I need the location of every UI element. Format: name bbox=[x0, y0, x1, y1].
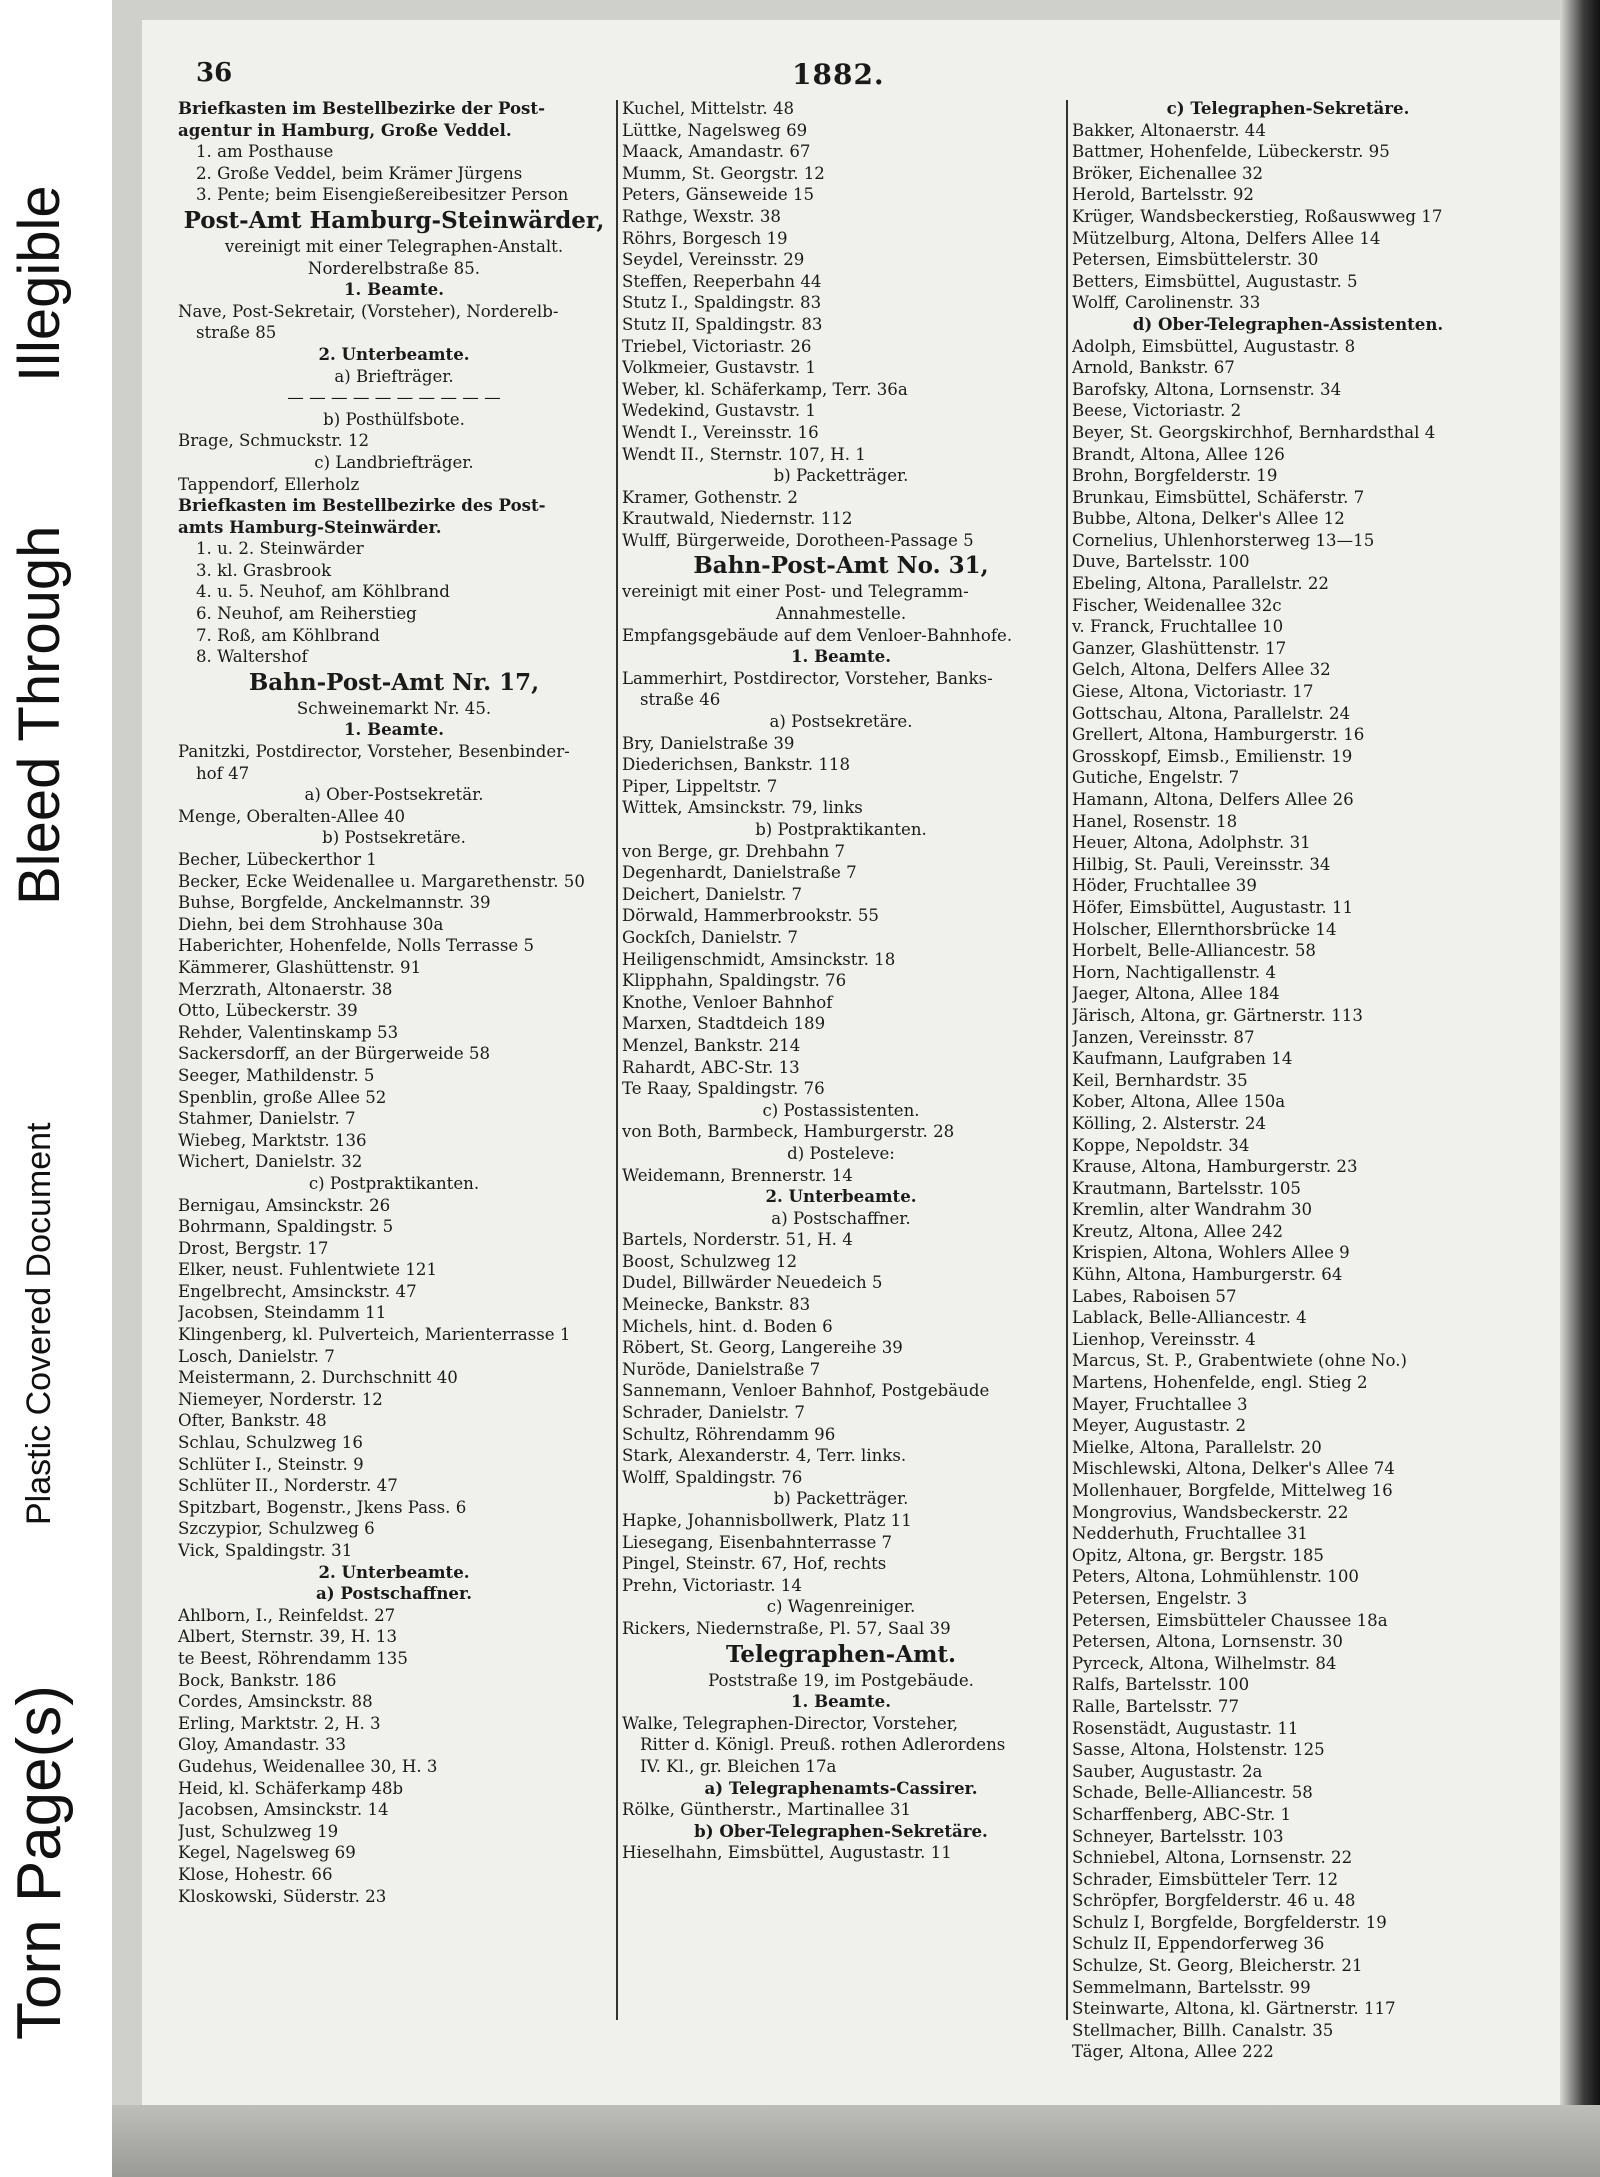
entry-line: Ritter d. Königl. Preuß. rothen Adlerordens bbox=[640, 1735, 1006, 1755]
entry-line: Annahmestelle. bbox=[775, 604, 907, 624]
entry-line: Ahlborn, I., Reinfeldst. 27 bbox=[178, 1605, 396, 1625]
entry-line: Menzel, Bankstr. 214 bbox=[622, 1035, 801, 1055]
entry-line: Koppe, Nepoldstr. 34 bbox=[1072, 1135, 1250, 1155]
entry-line: Seydel, Vereinsstr. 29 bbox=[622, 250, 805, 270]
entry-line: Petersen, Eimsbütteler Chaussee 18a bbox=[1072, 1610, 1388, 1630]
label-torn-pages: Torn Page(s) bbox=[5, 1685, 74, 2040]
label-illegible: Illegible bbox=[7, 185, 72, 382]
entry-line: Stark, Alexanderstr. 4, Terr. links. bbox=[622, 1446, 907, 1466]
entry-line: Spitzbart, Bogenstr., Jkens Pass. 6 bbox=[178, 1497, 467, 1517]
entry-line: straße 46 bbox=[640, 690, 721, 710]
column-rule bbox=[1066, 100, 1068, 2020]
entry-line: Krispien, Altona, Wohlers Allee 9 bbox=[1072, 1243, 1350, 1263]
entry-line: Dörwald, Hammerbrookstr. 55 bbox=[622, 906, 879, 926]
entry-line: Wiebeg, Marktstr. 136 bbox=[178, 1130, 367, 1150]
entry-line: Stellmacher, Billh. Canalstr. 35 bbox=[1072, 2020, 1334, 2040]
entry-line: Degenhardt, Danielstraße 7 bbox=[622, 863, 857, 883]
entry-line: Schlüter I., Steinstr. 9 bbox=[178, 1454, 364, 1474]
entry-line: Diederichsen, Bankstr. 118 bbox=[622, 755, 851, 775]
entry-line: 3. kl. Grasbrook bbox=[196, 560, 332, 580]
entry-line: d) Posteleve: bbox=[787, 1143, 895, 1163]
entry-line: Bahn-Post-Amt Nr. 17, bbox=[248, 668, 540, 696]
entry-line: Dudel, Billwärder Neuedeich 5 bbox=[622, 1273, 883, 1293]
entry-line: Buhse, Borgfelde, Anckelmannstr. 39 bbox=[178, 893, 491, 913]
entry-line: Boost, Schulzweg 12 bbox=[622, 1251, 798, 1271]
entry-line: Stahmer, Danielstr. 7 bbox=[178, 1109, 356, 1129]
entry-line: Meinecke, Bankstr. 83 bbox=[622, 1295, 811, 1315]
entry-line: Martens, Hohenfelde, engl. Stieg 2 bbox=[1072, 1373, 1368, 1393]
entry-line: 7. Roß, am Köhlbrand bbox=[196, 625, 380, 645]
entry-line: Klose, Hohestr. 66 bbox=[178, 1864, 333, 1884]
entry-line: Klingenberg, kl. Pulverteich, Marienterrasse 1 bbox=[178, 1325, 571, 1345]
entry-line: Ganzer, Glashüttenstr. 17 bbox=[1072, 638, 1287, 658]
entry-line: Lablack, Belle-Alliancestr. 4 bbox=[1072, 1308, 1307, 1328]
entry-line: Haberichter, Hohenfelde, Nolls Terrasse 5 bbox=[178, 936, 535, 956]
entry-line: 3. Pente; beim Eisengießereibesitzer Person bbox=[196, 185, 569, 205]
entry-line: Post-Amt Hamburg-Steinwärder, bbox=[183, 206, 605, 234]
entry-line: Ofter, Bankstr. 48 bbox=[178, 1411, 327, 1431]
label-bleed-through: Bleed Through bbox=[7, 525, 72, 905]
entry-line: Bry, Danielstraße 39 bbox=[622, 733, 795, 753]
entry-line: Meistermann, 2. Durchschnitt 40 bbox=[178, 1368, 458, 1388]
entry-line: Otto, Lübeckerstr. 39 bbox=[178, 1001, 358, 1021]
entry-line: Opitz, Altona, gr. Bergstr. 185 bbox=[1072, 1545, 1324, 1565]
entry-line: Schrader, Danielstr. 7 bbox=[622, 1403, 805, 1423]
entry-line: Kuchel, Mittelstr. 48 bbox=[622, 99, 795, 118]
entry-line: a) Postschaffner. bbox=[771, 1208, 911, 1228]
entry-line: te Beest, Röhrendamm 135 bbox=[178, 1648, 408, 1668]
entry-line: Hilbig, St. Pauli, Vereinsstr. 34 bbox=[1072, 854, 1331, 874]
entry-line: Kühn, Altona, Hamburgerstr. 64 bbox=[1072, 1265, 1343, 1285]
entry-line: Losch, Danielstr. 7 bbox=[178, 1346, 335, 1366]
entry-line: Schneyer, Bartelsstr. 103 bbox=[1072, 1826, 1284, 1846]
entry-line: Petersen, Engelstr. 3 bbox=[1072, 1588, 1248, 1608]
entry-line: Kaufmann, Laufgraben 14 bbox=[1072, 1049, 1293, 1069]
page-year: 1882. bbox=[792, 58, 885, 91]
entry-line: b) Postpraktikanten. bbox=[755, 820, 927, 839]
entry-line: a) Postsekretäre. bbox=[769, 712, 913, 732]
entry-line: Sasse, Altona, Holstenstr. 125 bbox=[1072, 1740, 1325, 1760]
scanned-page bbox=[112, 0, 1600, 2177]
entry-line: Wendt II., Sternstr. 107, H. 1 bbox=[622, 444, 866, 464]
entry-line: Järisch, Altona, gr. Gärtnerstr. 113 bbox=[1072, 1005, 1363, 1025]
entry-line: Peters, Altona, Lohmühlenstr. 100 bbox=[1072, 1567, 1359, 1587]
entry-line: von Berge, gr. Drehbahn 7 bbox=[622, 841, 846, 861]
entry-line: Schniebel, Altona, Lornsenstr. 22 bbox=[1072, 1848, 1353, 1868]
entry-line: c) Landbriefträger. bbox=[314, 452, 474, 472]
column-rule bbox=[616, 100, 618, 2020]
entry-line: Krüger, Wandsbeckerstieg, Roßauswweg 17 bbox=[1072, 206, 1443, 226]
entry-line: b) Posthülfsbote. bbox=[323, 409, 465, 429]
entry-line: Walke, Telegraphen-Director, Vorsteher, bbox=[622, 1713, 959, 1733]
entry-line: agentur in Hamburg, Große Veddel. bbox=[178, 119, 512, 140]
entry-line: Ebeling, Altona, Parallelstr. 22 bbox=[1072, 574, 1329, 594]
entry-line: Merzrath, Altonaerstr. 38 bbox=[178, 979, 393, 999]
entry-line: Herold, Bartelsstr. 92 bbox=[1072, 185, 1254, 205]
entry-line: Marxen, Stadtdeich 189 bbox=[622, 1014, 826, 1034]
entry-line: Kölling, 2. Alsterstr. 24 bbox=[1072, 1113, 1267, 1133]
entry-line: b) Postsekretäre. bbox=[322, 828, 466, 848]
entry-line: Te Raay, Spaldingstr. 76 bbox=[622, 1079, 825, 1099]
entry-line: Beyer, St. Georgskirchhof, Bernhardsthal 4 bbox=[1072, 422, 1436, 442]
entry-line: Kramer, Gothenstr. 2 bbox=[622, 487, 798, 507]
entry-line: Sannemann, Venloer Bahnhof, Postgebäude bbox=[622, 1381, 990, 1401]
entry-line: Horn, Nachtigallenstr. 4 bbox=[1072, 962, 1277, 982]
entry-line: Rickers, Niedernstraße, Pl. 57, Saal 39 bbox=[622, 1618, 951, 1638]
entry-line: c) Postpraktikanten. bbox=[308, 1173, 480, 1193]
entry-line: Schulz I, Borgfelde, Borgfelderstr. 19 bbox=[1072, 1912, 1387, 1932]
entry-line: Knothe, Venloer Bahnhof bbox=[622, 992, 833, 1012]
entry-line: 1. u. 2. Steinwärder bbox=[196, 539, 364, 559]
entry-line: Pyrceck, Altona, Wilhelmstr. 84 bbox=[1072, 1653, 1337, 1673]
entry-line: Deichert, Danielstr. 7 bbox=[622, 884, 803, 904]
entry-line: Schulze, St. Georg, Bleicherstr. 21 bbox=[1072, 1956, 1363, 1976]
entry-line: Heuer, Altona, Adolphstr. 31 bbox=[1072, 833, 1311, 853]
entry-line: Schade, Belle-Alliancestr. 58 bbox=[1072, 1783, 1313, 1803]
entry-line: Brohn, Borgfelderstr. 19 bbox=[1072, 466, 1278, 486]
entry-line: Pingel, Steinstr. 67, Hof, rechts bbox=[622, 1554, 887, 1574]
entry-line: Schultz, Röhrendamm 96 bbox=[622, 1424, 836, 1444]
entry-line: Mützelburg, Altona, Delfers Allee 14 bbox=[1072, 228, 1381, 248]
entry-line: Kreutz, Altona, Allee 242 bbox=[1072, 1221, 1284, 1241]
entry-line: Diehn, bei dem Strohhause 30a bbox=[178, 914, 444, 934]
entry-line: Prehn, Victoriastr. 14 bbox=[622, 1575, 802, 1595]
entry-line: Mongrovius, Wandsbeckerstr. 22 bbox=[1072, 1502, 1349, 1522]
entry-line: Scharffenberg, ABC-Str. 1 bbox=[1072, 1804, 1292, 1824]
entry-line: Giese, Altona, Victoriastr. 17 bbox=[1072, 682, 1314, 702]
entry-line: Michels, hint. d. Boden 6 bbox=[622, 1316, 833, 1336]
entry-line: Rölke, Güntherstr., Martinallee 31 bbox=[622, 1800, 912, 1820]
entry-line: Mischlewski, Altona, Delker's Allee 74 bbox=[1072, 1459, 1395, 1479]
entry-line: Janzen, Vereinsstr. 87 bbox=[1072, 1027, 1255, 1047]
entry-line: Triebel, Victoriastr. 26 bbox=[622, 336, 812, 356]
entry-line: Jacobsen, Steindamm 11 bbox=[178, 1303, 387, 1323]
entry-line: amts Hamburg-Steinwärder. bbox=[178, 516, 442, 537]
entry-line: Lüttke, Nagelsweg 69 bbox=[622, 120, 808, 140]
entry-line: Bock, Bankstr. 186 bbox=[178, 1670, 337, 1690]
entry-line: Seeger, Mathildenstr. 5 bbox=[178, 1065, 375, 1085]
entry-line: b) Packetträger. bbox=[773, 1489, 909, 1509]
entry-line: Röbert, St. Georg, Langereihe 39 bbox=[622, 1338, 903, 1358]
entry-line: Schrader, Eimsbütteler Terr. 12 bbox=[1072, 1869, 1339, 1889]
page-number: 36 bbox=[196, 58, 233, 88]
entry-line: Hapke, Johannisbollwerk, Platz 11 bbox=[622, 1511, 912, 1530]
bottom-shadow bbox=[112, 2105, 1600, 2177]
entry-line: Klipphahn, Spaldingstr. 76 bbox=[622, 971, 847, 991]
entry-line: Sauber, Augustastr. 2a bbox=[1072, 1761, 1263, 1781]
entry-line: Semmelmann, Bartelsstr. 99 bbox=[1072, 1977, 1311, 1997]
entry-line: Bernigau, Amsinckstr. 26 bbox=[178, 1195, 391, 1215]
entry-line: Gutiche, Engelstr. 7 bbox=[1072, 768, 1240, 788]
entry-line: Grellert, Altona, Hamburgerstr. 16 bbox=[1072, 725, 1365, 745]
entry-line: c) Telegraphen-Sekretäre. bbox=[1166, 98, 1410, 118]
entry-line: vereinigt mit einer Telegraphen-Anstalt. bbox=[224, 236, 564, 256]
entry-line: Lammerhirt, Postdirector, Vorsteher, Banks- bbox=[622, 668, 993, 688]
entry-line: Panitzki, Postdirector, Vorsteher, Besenbinder- bbox=[178, 742, 570, 762]
entry-line: Heiligenschmidt, Amsinckstr. 18 bbox=[622, 949, 896, 969]
entry-line: Gottschau, Altona, Parallelstr. 24 bbox=[1072, 703, 1351, 723]
entry-line: Niemeyer, Norderstr. 12 bbox=[178, 1389, 383, 1409]
entry-line: v. Franck, Fruchtallee 10 bbox=[1072, 617, 1284, 637]
entry-line: Wolff, Carolinenstr. 33 bbox=[1072, 293, 1261, 313]
entry-line: a) Telegraphenamts-Cassirer. bbox=[704, 1777, 978, 1798]
entry-line: Erling, Marktstr. 2, H. 3 bbox=[178, 1713, 381, 1733]
entry-line: c) Postassistenten. bbox=[762, 1100, 920, 1120]
entry-line: Albert, Sternstr. 39, H. 13 bbox=[178, 1627, 397, 1647]
entry-line: Kegel, Nagelsweg 69 bbox=[178, 1843, 356, 1863]
entry-line: Höfer, Eimsbüttel, Augustastr. 11 bbox=[1072, 897, 1354, 917]
entry-line: Drost, Bergstr. 17 bbox=[178, 1238, 329, 1258]
entry-line: von Both, Barmbeck, Hamburgerstr. 28 bbox=[622, 1122, 955, 1142]
entry-line: Hamann, Altona, Delfers Allee 26 bbox=[1072, 790, 1354, 809]
entry-line: Sackersdorff, an der Bürgerweide 58 bbox=[178, 1044, 491, 1064]
entry-line: 1. am Posthause bbox=[196, 142, 334, 162]
entry-line: Nave, Post-Sekretair, (Vorsteher), Norderelb- bbox=[178, 301, 559, 321]
entry-line: 8. Waltershof bbox=[196, 647, 308, 667]
entry-line: Stutz I., Spaldingstr. 83 bbox=[622, 293, 822, 313]
entry-line: Jacobsen, Amsinckstr. 14 bbox=[178, 1800, 389, 1820]
entry-line: a) Briefträger. bbox=[334, 366, 454, 386]
entry-line: Kloskowski, Süderstr. 23 bbox=[178, 1886, 387, 1906]
entry-line: Telegraphen-Amt. bbox=[725, 1640, 957, 1668]
entry-line: Battmer, Hohenfelde, Lübeckerstr. 95 bbox=[1072, 142, 1390, 162]
entry-line: Vick, Spaldingstr. 31 bbox=[178, 1541, 353, 1560]
entry-line: Ralle, Bartelsstr. 77 bbox=[1072, 1696, 1240, 1716]
entry-line: Keil, Bernhardstr. 35 bbox=[1072, 1070, 1248, 1090]
entry-line: Becker, Ecke Weidenallee u. Margarethenstr. 50 bbox=[178, 871, 585, 891]
entry-line: 1. Beamte. bbox=[791, 646, 891, 667]
entry-line: Adolph, Eimsbüttel, Augustastr. 8 bbox=[1072, 336, 1356, 356]
entry-line: Norderelbstraße 85. bbox=[307, 258, 481, 278]
entry-line: Wedekind, Gustavstr. 1 bbox=[622, 401, 816, 421]
entry-line: Cornelius, Uhlenhorsterweg 13—15 bbox=[1072, 530, 1375, 550]
entry-line: Petersen, Eimsbüttelerstr. 30 bbox=[1072, 250, 1319, 270]
entry-line: Hieselhahn, Eimsbüttel, Augustastr. 11 bbox=[622, 1843, 952, 1863]
entry-line: Fischer, Weidenallee 32c bbox=[1072, 595, 1282, 615]
entry-line: Bartels, Norderstr. 51, H. 4 bbox=[622, 1230, 853, 1250]
entry-line: Empfangsgebäude auf dem Venloer-Bahnhofe. bbox=[622, 625, 1013, 645]
entry-line: — — — — — — — — — — bbox=[287, 388, 501, 408]
entry-line: Täger, Altona, Allee 222 bbox=[1072, 2042, 1274, 2062]
entry-line: Elker, neust. Fuhlentwiete 121 bbox=[178, 1260, 438, 1280]
page-edge-shadow bbox=[1560, 0, 1600, 2177]
entry-line: d) Ober-Telegraphen-Assistenten. bbox=[1132, 313, 1444, 334]
entry-line: Cordes, Amsinckstr. 88 bbox=[178, 1692, 373, 1712]
entry-line: Bubbe, Altona, Delker's Allee 12 bbox=[1072, 509, 1345, 529]
entry-line: Petersen, Altona, Lornsenstr. 30 bbox=[1072, 1632, 1343, 1652]
entry-line: vereinigt mit einer Post- und Telegramm- bbox=[622, 582, 969, 602]
entry-line: Kober, Altona, Allee 150a bbox=[1072, 1092, 1286, 1112]
label-plastic-covered: Plastic Covered Document bbox=[20, 1122, 58, 1525]
entry-line: Kämmerer, Glashüttenstr. 91 bbox=[178, 957, 422, 977]
entry-line: Briefkasten im Bestellbezirke des Post- bbox=[178, 495, 546, 516]
entry-line: a) Ober-Postsekretär. bbox=[304, 785, 484, 805]
entry-line: Rathge, Wexstr. 38 bbox=[622, 206, 781, 226]
entry-line: Horbelt, Belle-Alliancestr. 58 bbox=[1072, 941, 1316, 961]
entry-line: Wolff, Spaldingstr. 76 bbox=[622, 1467, 803, 1487]
entry-line: Gloy, Amandastr. 33 bbox=[178, 1735, 347, 1755]
entry-line: Gudehus, Weidenallee 30, H. 3 bbox=[178, 1756, 438, 1776]
entry-line: a) Postschaffner. bbox=[316, 1583, 472, 1604]
entry-line: Hanel, Rosenstr. 18 bbox=[1072, 811, 1238, 831]
entry-line: Engelbrecht, Amsinckstr. 47 bbox=[178, 1281, 417, 1301]
entry-line: Becher, Lübeckerthor 1 bbox=[178, 850, 377, 869]
entry-line: c) Wagenreiniger. bbox=[766, 1597, 916, 1617]
entry-line: Piper, Lippeltstr. 7 bbox=[622, 776, 778, 796]
entry-line: Tappendorf, Ellerholz bbox=[178, 474, 360, 494]
entry-line: Wittek, Amsinckstr. 79, links bbox=[622, 798, 863, 818]
entry-line: 2. Unterbeamte. bbox=[318, 1561, 470, 1582]
entry-line: Kremlin, alter Wandrahm 30 bbox=[1072, 1200, 1313, 1220]
entry-line: Schweinemarkt Nr. 45. bbox=[296, 698, 492, 718]
entry-line: Maack, Amandastr. 67 bbox=[622, 142, 811, 162]
entry-line: Mollenhauer, Borgfelde, Mittelweg 16 bbox=[1072, 1481, 1393, 1500]
entry-line: Weber, kl. Schäferkamp, Terr. 36a bbox=[622, 379, 908, 399]
entry-line: Brandt, Altona, Allee 126 bbox=[1072, 444, 1285, 464]
entry-line: Grosskopf, Eimsb., Emilienstr. 19 bbox=[1072, 746, 1353, 766]
entry-line: 4. u. 5. Neuhof, am Köhlbrand bbox=[196, 582, 450, 602]
entry-line: Steinwarte, Altona, kl. Gärtnerstr. 117 bbox=[1072, 1999, 1396, 2019]
entry-line: Schlau, Schulzweg 16 bbox=[178, 1433, 363, 1453]
entry-line: Krause, Altona, Hamburgerstr. 23 bbox=[1072, 1157, 1358, 1177]
entry-line: Jaeger, Altona, Allee 184 bbox=[1072, 984, 1280, 1004]
entry-line: Bohrmann, Spaldingstr. 5 bbox=[178, 1217, 394, 1237]
entry-line: Wendt I., Vereinsstr. 16 bbox=[622, 422, 819, 442]
entry-line: Rahardt, ABC-Str. 13 bbox=[622, 1057, 800, 1077]
entry-line: Rosenstädt, Augustastr. 11 bbox=[1072, 1718, 1299, 1738]
entry-line: 1. Beamte. bbox=[344, 279, 444, 300]
entry-line: 2. Unterbeamte. bbox=[765, 1186, 917, 1207]
entry-line: Steffen, Reeperbahn 44 bbox=[622, 271, 822, 291]
entry-line: 2. Unterbeamte. bbox=[318, 343, 470, 364]
entry-line: Bahn-Post-Amt No. 31, bbox=[693, 552, 989, 580]
entry-line: Heid, kl. Schäferkamp 48b bbox=[178, 1778, 404, 1798]
entry-line: Höder, Fruchtallee 39 bbox=[1072, 876, 1257, 896]
entry-line: 6. Neuhof, am Reiherstieg bbox=[196, 604, 417, 624]
entry-line: Szczypior, Schulzweg 6 bbox=[178, 1519, 375, 1539]
entry-line: Briefkasten im Bestellbezirke der Post- bbox=[178, 98, 545, 118]
entry-line: IV. Kl., gr. Bleichen 17a bbox=[640, 1756, 837, 1776]
text-column-3 bbox=[1072, 98, 1504, 2063]
entry-line: Röhrs, Borgesch 19 bbox=[622, 228, 788, 248]
entry-line: 2. Große Veddel, beim Krämer Jürgens bbox=[196, 163, 523, 183]
entry-line: Volkmeier, Gustavstr. 1 bbox=[622, 358, 816, 378]
entry-line: Brage, Schmuckstr. 12 bbox=[178, 431, 370, 451]
entry-line: Gockſch, Danielstr. 7 bbox=[622, 927, 798, 947]
entry-line: Liesegang, Eisenbahnterrasse 7 bbox=[622, 1532, 893, 1552]
entry-line: b) Ober-Telegraphen-Sekretäre. bbox=[694, 1820, 988, 1841]
text-column-1 bbox=[178, 98, 610, 1907]
entry-line: Arnold, Bankstr. 67 bbox=[1072, 358, 1235, 378]
entry-line: Just, Schulzweg 19 bbox=[178, 1821, 339, 1841]
entry-line: b) Packetträger. bbox=[773, 466, 909, 486]
annotation-strip bbox=[0, 0, 112, 2177]
entry-line: Peters, Gänseweide 15 bbox=[622, 185, 815, 205]
entry-line: Spenblin, große Allee 52 bbox=[178, 1087, 387, 1107]
entry-line: Lienhop, Vereinsstr. 4 bbox=[1072, 1329, 1256, 1349]
entry-line: Ralfs, Bartelsstr. 100 bbox=[1072, 1675, 1250, 1695]
text-column-2 bbox=[622, 98, 1060, 1864]
entry-line: Betters, Eimsbüttel, Augustastr. 5 bbox=[1072, 271, 1358, 291]
entry-line: Nedderhuth, Fruchtallee 31 bbox=[1072, 1524, 1308, 1544]
entry-line: Schlüter II., Norderstr. 47 bbox=[178, 1476, 398, 1496]
entry-line: 1. Beamte. bbox=[344, 719, 444, 740]
entry-line: Labes, Raboisen 57 bbox=[1072, 1286, 1237, 1306]
entry-line: Mayer, Fruchtallee 3 bbox=[1072, 1394, 1248, 1414]
entry-line: Wichert, Danielstr. 32 bbox=[178, 1152, 363, 1172]
entry-line: 1. Beamte. bbox=[791, 1691, 891, 1712]
entry-line: Poststraße 19, im Postgebäude. bbox=[708, 1670, 974, 1690]
entry-line: Rehder, Valentinskamp 53 bbox=[178, 1022, 399, 1042]
entry-line: straße 85 bbox=[196, 323, 277, 343]
entry-line: Bröker, Eichenallee 32 bbox=[1072, 163, 1264, 183]
entry-line: Schulz II, Eppendorferweg 36 bbox=[1072, 1934, 1325, 1954]
entry-line: Meyer, Augustastr. 2 bbox=[1072, 1416, 1247, 1436]
entry-line: Marcus, St. P., Grabentwiete (ohne No.) bbox=[1072, 1351, 1407, 1371]
entry-line: Stutz II, Spaldingstr. 83 bbox=[622, 314, 823, 334]
entry-line: Gelch, Altona, Delfers Allee 32 bbox=[1072, 660, 1331, 680]
entry-line: Mumm, St. Georgstr. 12 bbox=[622, 163, 825, 183]
entry-line: Barofsky, Altona, Lornsenstr. 34 bbox=[1072, 379, 1342, 399]
entry-line: Nuröde, Danielstraße 7 bbox=[622, 1359, 821, 1379]
entry-line: Krautmann, Bartelsstr. 105 bbox=[1072, 1178, 1301, 1198]
entry-line: Duve, Bartelsstr. 100 bbox=[1072, 552, 1250, 572]
entry-line: Krautwald, Niedernstr. 112 bbox=[622, 509, 853, 529]
entry-line: Schröpfer, Borgfelderstr. 46 u. 48 bbox=[1072, 1891, 1356, 1911]
entry-line: Beese, Victoriastr. 2 bbox=[1072, 401, 1242, 421]
entry-line: Holscher, Ellernthorsbrücke 14 bbox=[1072, 919, 1337, 939]
entry-line: Mielke, Altona, Parallelstr. 20 bbox=[1072, 1437, 1322, 1457]
entry-line: hof 47 bbox=[196, 763, 250, 783]
entry-line: Wulff, Bürgerweide, Dorotheen-Passage 5 bbox=[622, 530, 974, 550]
entry-line: Weidemann, Brennerstr. 14 bbox=[622, 1165, 853, 1185]
entry-line: Brunkau, Eimsbüttel, Schäferstr. 7 bbox=[1072, 487, 1365, 507]
entry-line: Menge, Oberalten-Allee 40 bbox=[178, 806, 406, 826]
entry-line: Bakker, Altonaerstr. 44 bbox=[1072, 120, 1266, 140]
